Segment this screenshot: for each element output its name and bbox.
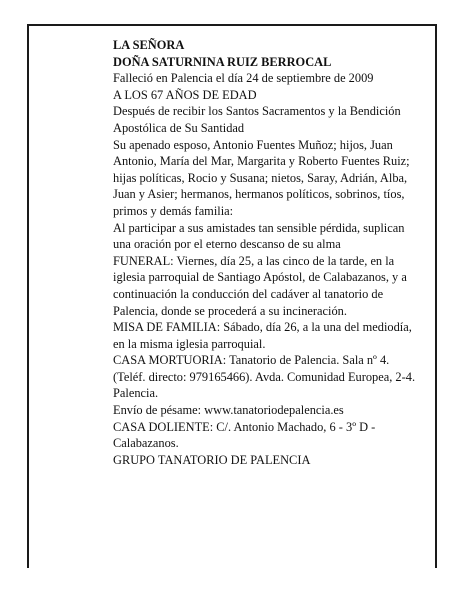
funeral-paragraph: FUNERAL: Viernes, día 25, a las cinco de la tarde, en la iglesia parroquial de Santiago Apóstol, de Calabazanos, y a continuación la conducción del cadáver al tanatorio de Palencia, donde se procederá a su incineración. [113,253,407,318]
family-paragraph: Su apenado esposo, Antonio Fuentes Muñoz; hijos, Juan Antonio, María del Mar, Margarita y Roberto Fuentes Ruiz; hijas políticas, Rocio y Susana; nietos, Saray, Adrián, Alba, Juan y Asier; hermanos, hermanos políticos, sobrinos, tíos, primos y demás familia: [113,137,410,218]
deceased-name: DOÑA SATURNINA RUIZ BERROCAL [113,54,332,69]
home-paragraph: CASA DOLIENTE: C/. Antonio Machado, 6 - 3º D - Calabazanos. [113,419,376,451]
sacraments-paragraph: Después de recibir los Santos Sacramentos y la Bendición Apostólica de Su Santidad [113,104,401,135]
group-line: GRUPO TANATORIO DE PALENCIA [113,452,311,467]
notice-title: LA SEÑORA [113,38,185,52]
obituary-text [113,37,423,468]
family-mass-paragraph: MISA DE FAMILIA: Sábado, día 26, a la una del mediodía, en la misma iglesia parroquial. [113,320,412,351]
request-paragraph: Al participar a sus amistades tan sensible pérdida, suplican una oración por el eterno descanso de su alma [113,220,405,252]
mortuary-paragraph: CASA MORTUORIA: Tanatorio de Palencia. Sala nº 4. (Teléf. directo: 979165466). Avda. Comunidad Europea, 2-4. Palencia. [113,353,416,401]
age-line: A LOS 67 AÑOS DE EDAD [113,87,257,102]
condolences-line: Envío de pésame: www.tanatoriodepalencia.es [113,403,344,418]
death-line: Falleció en Palencia el día 24 de septiembre de 2009 [113,71,374,86]
